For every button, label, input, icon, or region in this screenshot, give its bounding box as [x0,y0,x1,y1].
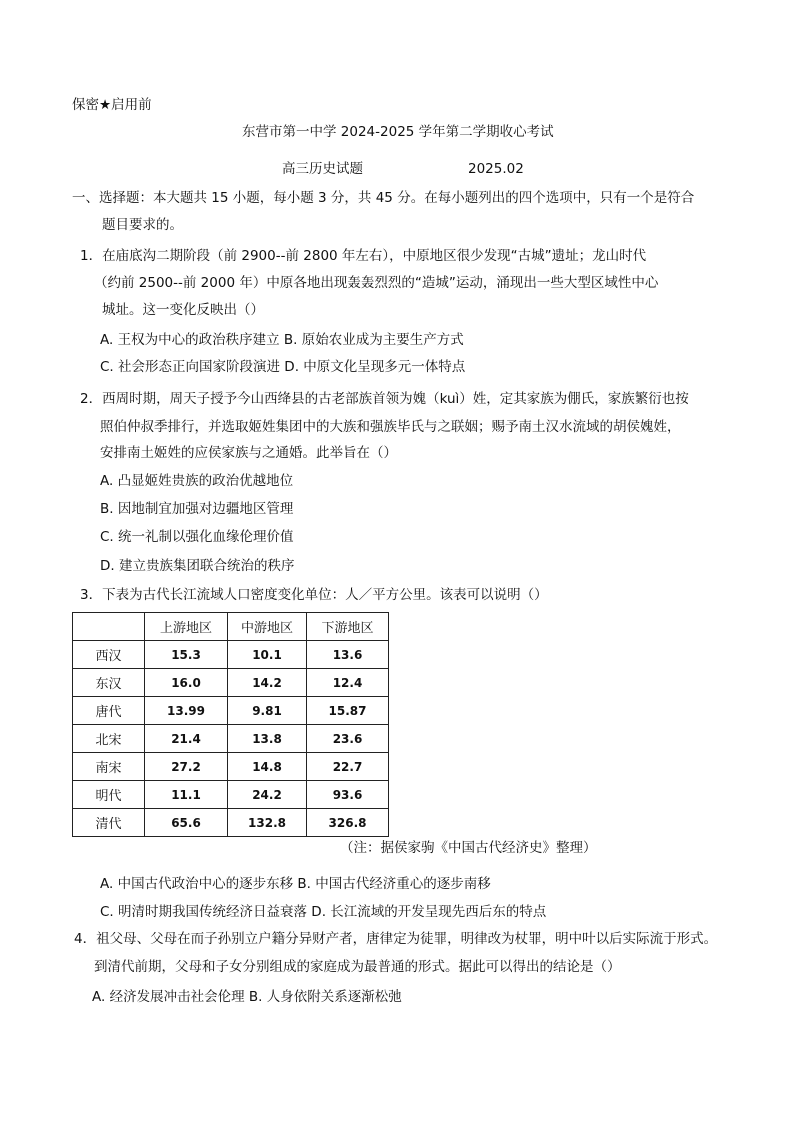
question-1-stem-line3: 城址。这一变化反映出（） [102,302,264,318]
table-row [73,781,389,809]
exam-title: 东营市第一中学 2024-2025 学年第二学期收心考试 [242,124,554,140]
table-cell-period: 西汉 [73,641,145,669]
table-cell-value: 12.4 [307,669,389,697]
secret-mark: 保密★启用前 [72,97,152,113]
question-1-stem-line2: （约前 2500--前 2000 年）中原各地出现轰轰烈烈的“造城”运动，涌现出一些大型区域性中心 [94,275,659,291]
question-1-stem-line1: 1．在庙底沟二期阶段（前 2900--前 2800 年左右），中原地区很少发现“古城”遗址；龙山时代 [80,248,647,264]
table-cell-value: 21.4 [145,725,228,753]
table-cell-value: 24.2 [228,781,307,809]
table-cell-period: 南宋 [73,753,145,781]
table-cell-value: 14.2 [228,669,307,697]
table-cell-period: 北宋 [73,725,145,753]
table-source-note: （注：据侯家驹《中国古代经济史》整理） [340,840,597,856]
exam-date: 2025.02 [468,161,524,177]
question-3-stem: 3．下表为古代长江流域人口密度变化单位：人／平方公里。该表可以说明（） [80,587,548,603]
table-cell-value: 132.8 [228,809,307,837]
table-cell-value: 22.7 [307,753,389,781]
table-header-cell: 中游地区 [228,613,307,641]
table-header-cell [73,613,145,641]
table-cell-value: 65.6 [145,809,228,837]
question-4-stem-line2: 到清代前期，父母和子女分别组成的家庭成为最普通的形式。据此可以得出的结论是（） [94,959,621,975]
question-1-options-ab: A. 王权为中心的政治秩序建立 B. 原始农业成为主要生产方式 [100,332,464,348]
table-header-row [73,613,389,641]
table-cell-period: 清代 [73,809,145,837]
question-2-option-d: D. 建立贵族集团联合统治的秩序 [100,558,295,574]
section-heading-line2: 题目要求的。 [102,217,183,233]
table-cell-value: 14.8 [228,753,307,781]
section-heading-line1: 一、选择题：本大题共 15 小题，每小题 3 分，共 45 分。在每小题列出的四个选项中，只有一个是符合 [72,190,695,206]
question-2-stem-line3: 安排南土姬姓的应侯家族与之通婚。此举旨在（） [100,445,397,461]
table-row [73,725,389,753]
table-cell-value: 16.0 [145,669,228,697]
question-2-stem-line1: 2．西周时期，周天子授予今山西绛县的古老部族首领为媿（kuì）姓，定其家族为倗氏，家族繁衍也按 [80,391,689,407]
table-header-cell: 上游地区 [145,613,228,641]
table-cell-value: 15.87 [307,697,389,725]
subject-title: 高三历史试题 [282,161,363,177]
table-cell-value: 11.1 [145,781,228,809]
table-cell-value: 13.6 [307,641,389,669]
table-cell-value: 27.2 [145,753,228,781]
question-3-options-cd: C. 明清时期我国传统经济日益衰落 D. 长江流域的开发呈现先西后东的特点 [100,904,547,920]
table-cell-period: 东汉 [73,669,145,697]
table-row [73,669,389,697]
table-cell-value: 9.81 [228,697,307,725]
question-2-option-c: C. 统一礼制以强化血缘伦理价值 [100,529,294,545]
table-cell-value: 326.8 [307,809,389,837]
question-4-options-ab: A. 经济发展冲击社会伦理 B. 人身依附关系逐渐松弛 [92,989,402,1005]
question-4-stem-line1: 4．祖父母、父母在而子孙别立户籍分异财产者，唐律定为徒罪，明律改为杖罪，明中叶以后实际流于形式。 [74,931,718,947]
table-cell-value: 93.6 [307,781,389,809]
table-cell-value: 23.6 [307,725,389,753]
table-header-cell: 下游地区 [307,613,389,641]
question-1-options-cd: C. 社会形态正向国家阶段演进 D. 中原文化呈现多元一体特点 [100,359,466,375]
question-2-stem-line2: 照伯仲叔季排行，并选取姬姓集团中的大族和强族毕氏与之联姻；赐予南土汉水流域的胡侯媿姓， [100,419,681,435]
table-cell-value: 10.1 [228,641,307,669]
table-row [73,753,389,781]
population-density-table [72,612,389,837]
table-cell-value: 13.8 [228,725,307,753]
table-cell-period: 明代 [73,781,145,809]
question-3-options-ab: A. 中国古代政治中心的逐步东移 B. 中国古代经济重心的逐步南移 [100,876,491,892]
table-cell-period: 唐代 [73,697,145,725]
question-2-option-a: A. 凸显姬姓贵族的政治优越地位 [100,473,294,489]
table-cell-value: 13.99 [145,697,228,725]
table-row [73,641,389,669]
table-row [73,697,389,725]
table-cell-value: 15.3 [145,641,228,669]
question-2-option-b: B. 因地制宜加强对边疆地区管理 [100,501,294,517]
table-row [73,809,389,837]
